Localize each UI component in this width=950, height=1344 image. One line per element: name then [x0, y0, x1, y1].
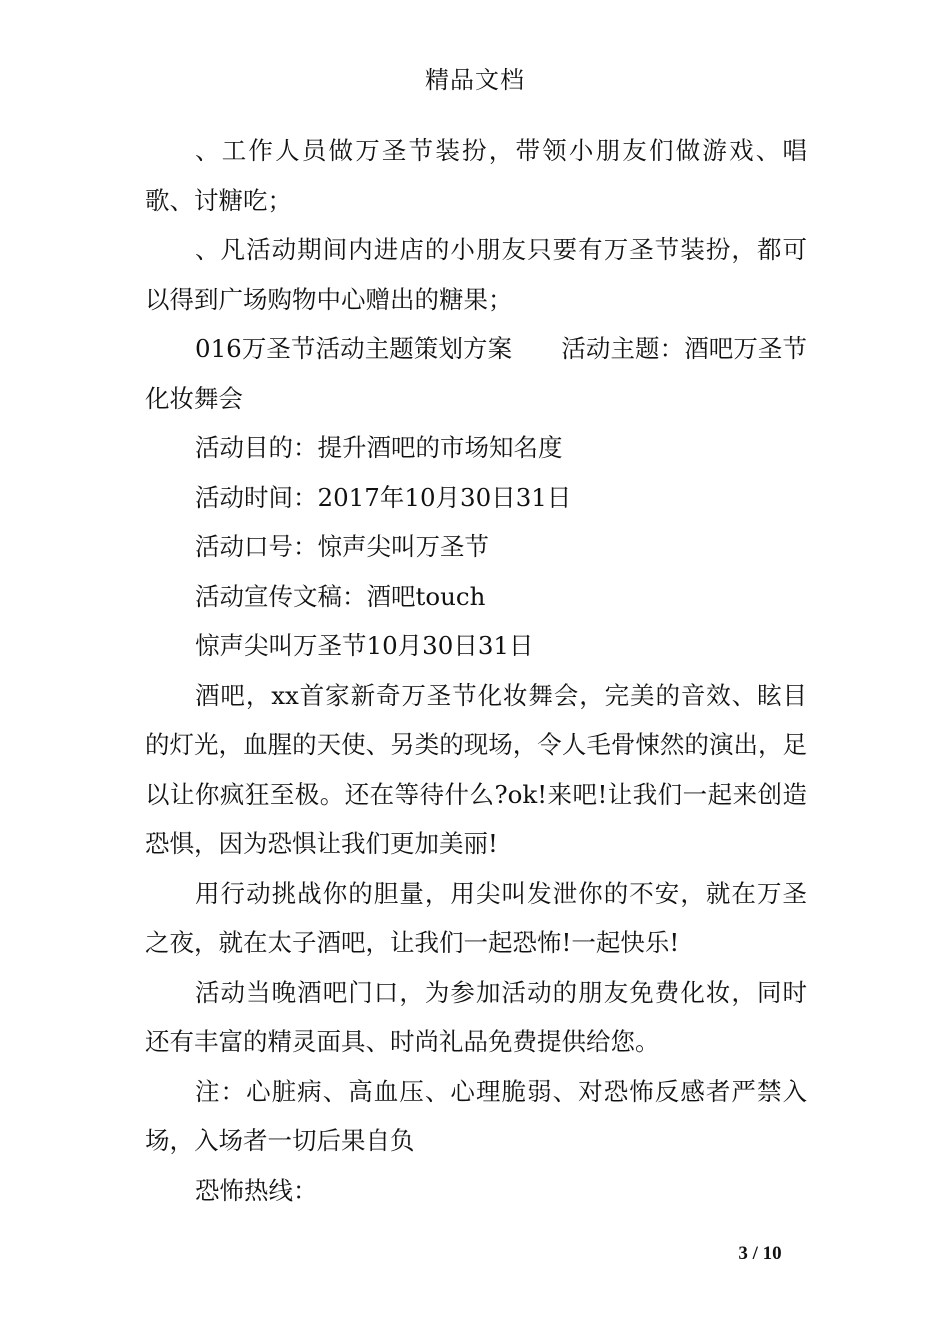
paragraph-8: 惊声尖叫万圣节10月30日31日 [195, 631, 534, 660]
paragraph-9: 酒吧，xx首家新奇万圣节化妆舞会，完美的音效、眩目的灯光，血腥的天使、另类的现场，令人毛骨悚然的演出，足以让你疯狂至极。还在等待什么?ok!来吧!让我们一起来创造恐惧，因为恐惧让我们更加美丽! [145, 680, 807, 858]
paragraph-4: 活动目的：提升酒吧的市场知名度 [195, 433, 563, 462]
page-number: 3 / 10 [738, 1243, 782, 1264]
paragraph-5: 活动时间：2017年10月30日31日 [195, 482, 572, 512]
paragraph-3: 016万圣节活动主题策划方案 活动主题：酒吧万圣节化妆舞会 [145, 334, 807, 413]
paragraph-7: 活动宣传文稿：酒吧touch [195, 581, 486, 611]
paragraph-2: 、凡活动期间内进店的小朋友只要有万圣节装扮，都可以得到广场购物中心赠出的糖果； [145, 235, 807, 314]
paragraph-11: 活动当晚酒吧门口，为参加活动的朋友免费化妆，同时还有丰富的精灵面具、时尚礼品免费提供给您。 [145, 977, 807, 1056]
paragraph-1: 、工作人员做万圣节装扮，带领小朋友们做游戏、唱歌、讨糖吃； [145, 136, 807, 215]
paragraph-12: 注：心脏病、高血压、心理脆弱、对恐怖反感者严禁入场，入场者一切后果自负 [145, 1076, 807, 1155]
paragraph-6: 活动口号：惊声尖叫万圣节 [195, 532, 489, 561]
document-header-title: 精品文档 [425, 66, 525, 94]
paragraph-10: 用行动挑战你的胆量，用尖叫发泄你的不安，就在万圣之夜，就在太子酒吧，让我们一起恐怖!一起快乐! [145, 878, 807, 957]
document-body [145, 126, 807, 1215]
paragraph-13: 恐怖热线： [195, 1175, 318, 1205]
